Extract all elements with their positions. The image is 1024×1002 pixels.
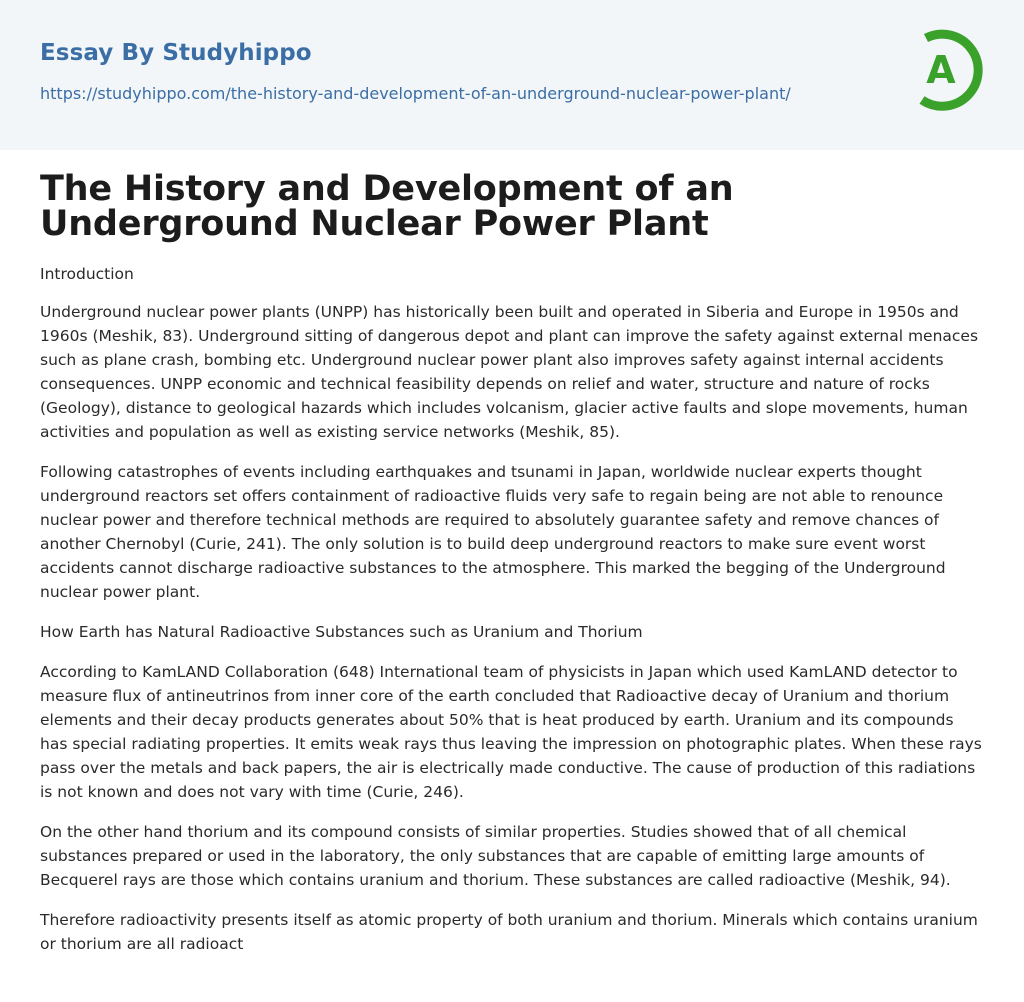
logo-letter: A <box>926 48 956 92</box>
essay-paragraph-2: Following catastrophes of events including earthquakes and tsunami in Japan, worldwide nuclear experts thought underground reactors set offers containment of radioactive fluids very safe to regain being are not able to renounce nuclear power and therefore technical methods are required to absolutely guarantee safety and remove chances of another Chernobyl (Curie, 241). The only solution is to build deep underground reactors to make sure event worst accidents cannot discharge radioactive substances to the atmosphere. This marked the begging of the Underground nuclear power plant. <box>40 463 946 601</box>
essay-paragraph-3: According to KamLAND Collaboration (648) International team of physicists in Japan which used KamLAND detector to measure flux of antineutrinos from inner core of the earth concluded that Radioactive decay of Uranium and thorium elements and their decay products generates about 50% that is heat produced by earth. Uranium and its compounds has special radiating properties. It emits weak rays thus leaving the impression on photographic plates. When these rays pass over the metals and back papers, the air is electrically made conductive. The cause of production of this radiations is not known and does not vary with time (Curie, 246). <box>40 663 982 801</box>
essay-section-heading: How Earth has Natural Radioactive Substances such as Uranium and Thorium <box>40 623 643 641</box>
site-brand[interactable]: Essay By Studyhippo <box>40 40 312 66</box>
intro-heading: Introduction <box>40 265 134 283</box>
essay-url-link[interactable]: https://studyhippo.com/the-history-and-development-of-an-underground-nuclear-power-plant/ <box>40 84 791 103</box>
essay-content <box>0 169 1024 956</box>
essay-paragraph-5: Therefore radioactivity presents itself as atomic property of both uranium and thorium. Minerals which contains uranium or thorium are all radioact <box>40 911 978 953</box>
studyhippo-a-logo-icon[interactable] <box>900 26 990 116</box>
essay-title: The History and Development of an Underground Nuclear Power Plant <box>40 169 734 244</box>
site-header <box>0 0 1024 150</box>
essay-paragraph-1: Underground nuclear power plants (UNPP) has historically been built and operated in Siberia and Europe in 1950s and 1960s (Meshik, 83). Underground sitting of dangerous depot and plant can improve the safety against external menaces such as plane crash, bombing etc. Underground nuclear power plant also improves safety against internal accidents consequences. UNPP economic and technical feasibility depends on relief and water, structure and nature of rocks (Geology), distance to geological hazards which includes volcanism, glacier active faults and slope movements, human activities and population as well as existing service networks (Meshik, 85). <box>40 303 979 441</box>
essay-paragraph-4: On the other hand thorium and its compound consists of similar properties. Studies showed that of all chemical substances prepared or used in the laboratory, the only substances that are capable of emitting large amounts of Becquerel rays are those which contains uranium and thorium. These substances are called radioactive (Meshik, 94). <box>40 823 951 889</box>
